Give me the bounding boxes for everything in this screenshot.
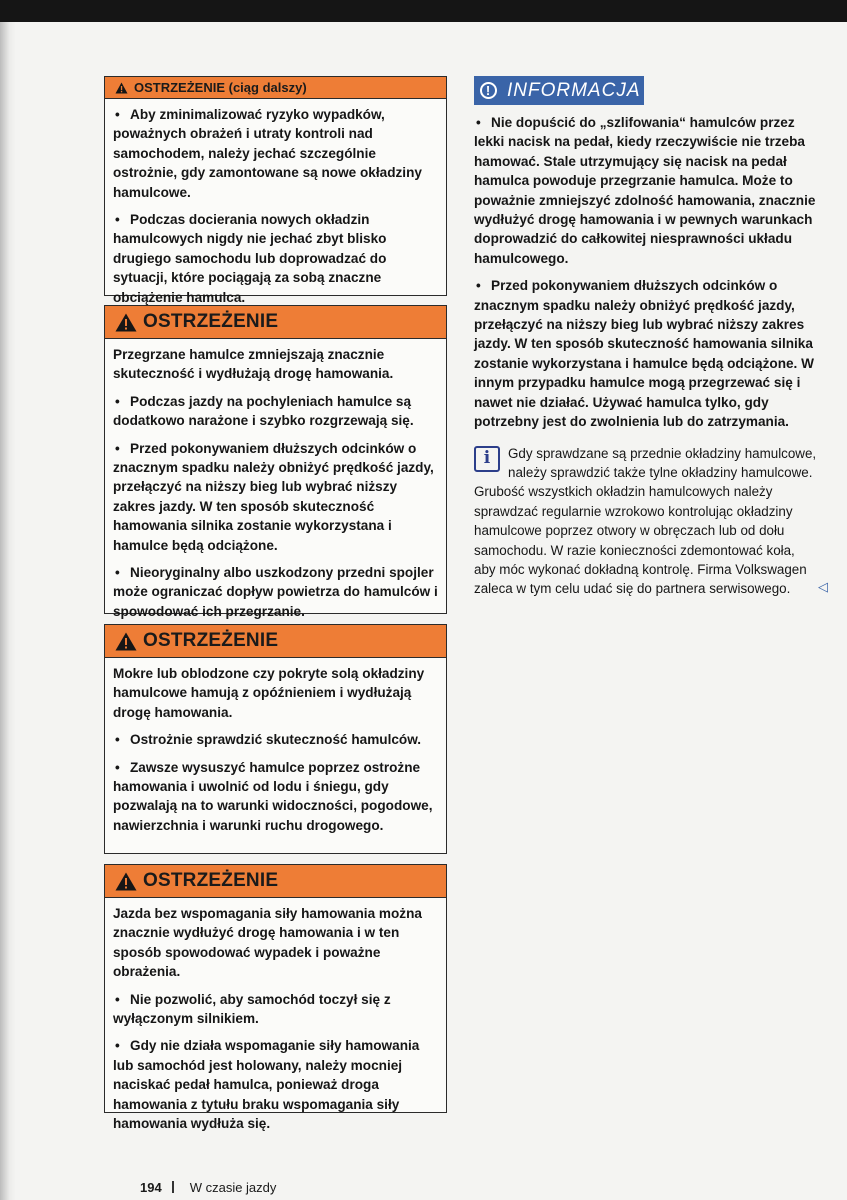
warning-intro: Jazda bez wspomagania siły hamowania można znacznie wydłużyć drogę hamowania i w ten sposób spowodować wypadek i poważne obrażenia. xyxy=(113,906,422,980)
warning-header xyxy=(105,306,446,339)
warning-title: OSTRZEŻENIE xyxy=(143,311,279,332)
warning-triangle-icon xyxy=(115,632,137,651)
warning-header xyxy=(105,625,446,658)
warning-box-overheated-brakes xyxy=(104,305,447,619)
warning-triangle-icon xyxy=(115,872,137,891)
end-of-section-icon: ◁ xyxy=(818,579,828,595)
footer-divider xyxy=(172,1181,174,1193)
info-header xyxy=(474,76,644,105)
bullet-item: • Gdy nie działa wspomaganie siły hamowania lub samochód jest holowany, należy mocniej naciskać pedał hamulca, ponieważ droga hamowania z tytułu braku wspomagania siły hamowania wydłuża się. xyxy=(113,1036,438,1133)
warning-body xyxy=(105,339,446,627)
bullet-item: • Przed pokonywaniem dłuższych odcinków o znacznym spadku należy obniżyć prędkość jazdy, przełączyć na niższy bieg lub wybrać niższy zakres jazdy. W ten sposób skuteczność hamowania silnika zostanie wykorzystana i hamulce będą odciążone. xyxy=(113,439,438,555)
warning-body xyxy=(105,658,446,841)
warning-title: OSTRZEŻENIE xyxy=(143,870,279,891)
bullet-item: • Nie dopuścić do „szlifowania“ hamulców przez lekki nacisk na pedał, kiedy rzeczywiście nie trzeba hamować. Stale utrzymujący się nacisk na pedał hamulca powoduje przegrzanie hamulca. Może to poważnie zmniejszyć zdolność hamowania, znacznie wydłużyć drogę hamowania i w pewnych warunkach doprowadzić do całkowitej niesprawności układu hamulcowego. xyxy=(474,113,820,268)
note-text: Gdy sprawdzane są przednie okładziny hamulcowe, należy sprawdzić także tylne okładziny hamulcowe. Grubość wszystkich okładzin hamulcowych należy sprawdzać regularnie wzrokowo kontrolując okładziny hamulcowe poprzez otwory w obręczach lub od dołu samochodu. W razie konieczności zdemontować koła, aby móc wykonać dokładną kontrolę. Firma Volkswagen zaleca w tym celu udać się do partnera serwisowego. xyxy=(474,445,817,597)
warning-box-continued xyxy=(104,76,447,305)
warning-body xyxy=(105,99,446,313)
bullet-item: • Nieoryginalny albo uszkodzony przedni spojler może ograniczać dopływ powietrza do hamulców i spowodować ich przegrzanie. xyxy=(113,563,438,621)
info-note-icon: i xyxy=(474,446,500,472)
right-column xyxy=(474,76,828,599)
warning-box-wet-brakes xyxy=(104,624,447,854)
bullet-item: • Podczas docierania nowych okładzin hamulcowych nigdy nie jechać zbyt blisko drugiego samochodu lub doprowadzać do sytuacji, które pociągają za sobą znaczne obciążenie hamulca. xyxy=(113,210,438,307)
warning-body xyxy=(105,898,446,1139)
warning-intro: Przegrzane hamulce zmniejszają znacznie skuteczność i wydłużają drogę hamowania. xyxy=(113,347,394,382)
info-circle-icon: ! xyxy=(480,82,497,99)
page-footer xyxy=(140,1180,276,1195)
bullet-item: • Aby zminimalizować ryzyko wypadków, poważnych obrażeń i utraty kontroli nad samochodem, należy jechać szczególnie ostrożnie, gdy zamontowane są nowe okładziny hamulcowe. xyxy=(113,105,438,202)
warning-header xyxy=(105,865,446,898)
warning-title: OSTRZEŻENIE xyxy=(143,630,279,651)
info-title: INFORMACJA xyxy=(507,79,641,101)
page-number: 194 xyxy=(140,1180,162,1195)
warning-title: OSTRZEŻENIE (ciąg dalszy) xyxy=(134,80,307,95)
page-top-edge xyxy=(0,0,847,22)
bullet-item: • Przed pokonywaniem dłuższych odcinków o znacznym spadku należy obniżyć prędkość jazdy, przełączyć na niższy bieg lub wybrać niższy zakres jazdy. W ten sposób skuteczność hamowania silnika zostanie wykorzystana i hamulce będą odciążone. W innym przypadku hamulce mogą przegrzewać się i nawet nie działać. Używać hamulca tylko, gdy potrzebny jest do zwolnienia lub do zatrzymania. xyxy=(474,276,820,431)
bullet-item: • Ostrożnie sprawdzić skuteczność hamulców. xyxy=(113,730,438,749)
warning-triangle-icon xyxy=(115,313,137,332)
warning-triangle-icon xyxy=(115,82,128,94)
warning-box-no-brake-assist xyxy=(104,864,447,1132)
bullet-item: • Zawsze wysuszyć hamulce poprzez ostrożne hamowania i uwolnić od lodu i śniegu, gdy pozwalają na to warunki widoczności, pogodowe, nawierzchnia i warunki ruchu drogowego. xyxy=(113,758,438,836)
note-block xyxy=(474,444,828,599)
warning-intro: Mokre lub oblodzone czy pokryte solą okładziny hamulcowe hamują z opóźnieniem i wydłużają drogę hamowania. xyxy=(113,666,425,720)
binding-shadow xyxy=(0,22,16,1200)
section-name: W czasie jazdy xyxy=(189,1180,277,1195)
info-body xyxy=(474,113,820,432)
bullet-item: • Nie pozwolić, aby samochód toczył się z wyłączonym silnikiem. xyxy=(113,990,438,1029)
warning-header xyxy=(105,77,446,99)
bullet-item: • Podczas jazdy na pochyleniach hamulce są dodatkowo narażone i szybko rozgrzewają się. xyxy=(113,392,438,431)
